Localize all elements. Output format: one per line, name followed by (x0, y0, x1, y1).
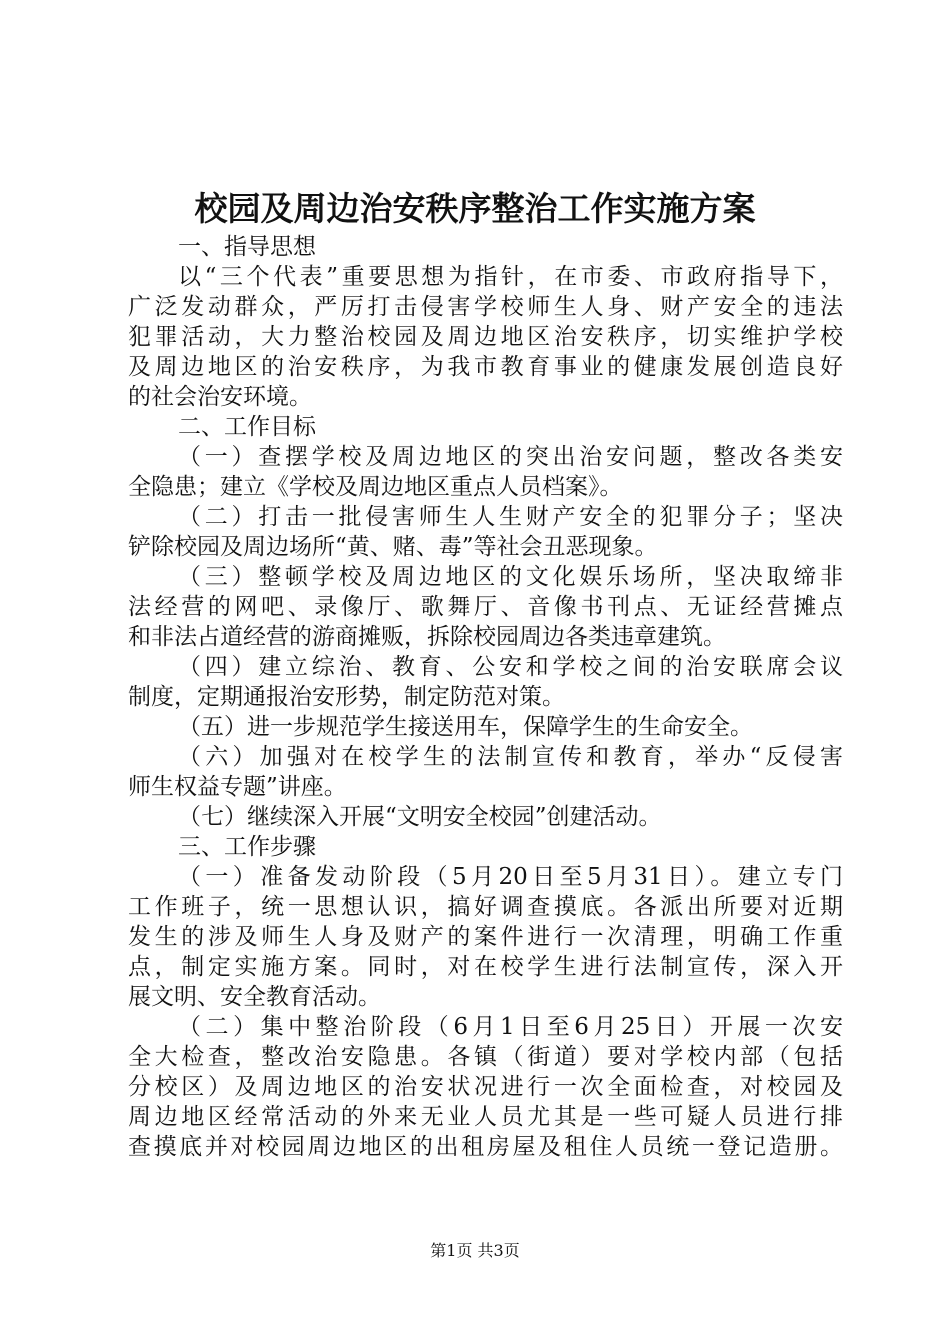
text-line: 铲除校园及周边场所“黄、赌、毒”等社会丑恶现象。 (128, 534, 658, 560)
text-line: 以“三个代表”重要思想为指针，在市委、市政府指导下， (178, 264, 843, 290)
text-line: （一）查摆学校及周边地区的突出治安问题，整改各类安 (178, 444, 843, 470)
text-line: 师生权益专题”讲座。 (128, 774, 347, 800)
text-line: 的社会治安环境。 (128, 384, 312, 410)
text-line: 全隐患；建立《学校及周边地区重点人员档案》。 (128, 474, 623, 500)
text-line: （五）进一步规范学生接送用车，保障学生的生命安全。 (178, 714, 753, 740)
text-line: 全大检查，整改治安隐患。各镇（街道）要对学校内部（包括 (128, 1044, 843, 1070)
text-line: 法经营的网吧、录像厅、歌舞厅、音像书刊点、无证经营摊点 (128, 594, 843, 620)
document-body (128, 232, 843, 1162)
text-line: 周边地区经常活动的外来无业人员尤其是一些可疑人员进行排 (128, 1104, 843, 1130)
text-line: （二）集中整治阶段（6月1日至6月25日）开展一次安 (178, 1014, 843, 1040)
section-heading: 一、指导思想 (178, 234, 316, 260)
text-line: 发生的涉及师生人身及财产的案件进行一次清理，明确工作重 (128, 924, 843, 950)
text-line: 广泛发动群众，严厉打击侵害学校师生人身、财产安全的违法 (128, 294, 843, 320)
text-line: （四）建立综治、教育、公安和学校之间的治安联席会议 (178, 654, 843, 680)
text-line: （六）加强对在校学生的法制宣传和教育，举办“反侵害 (178, 744, 843, 770)
text-line: （二）打击一批侵害师生人生财产安全的犯罪分子；坚决 (178, 504, 843, 530)
text-line: 展文明、安全教育活动。 (128, 984, 381, 1010)
text-line: 分校区）及周边地区的治安状况进行一次全面检查，对校园及 (128, 1074, 843, 1100)
page-footer: 第1页 共3页 (430, 1241, 520, 1260)
text-line: 及周边地区的治安秩序，为我市教育事业的健康发展创造良好 (128, 354, 843, 380)
text-line: 查摸底并对校园周边地区的出租房屋及租住人员统一登记造册。 (128, 1134, 843, 1160)
section-heading: 二、工作目标 (178, 414, 316, 440)
document-title: 校园及周边治安秩序整治工作实施方案 (194, 189, 756, 228)
section-heading: 三、工作步骤 (178, 834, 316, 860)
text-line: 和非法占道经营的游商摊贩，拆除校园周边各类违章建筑。 (128, 624, 726, 650)
text-line: （七）继续深入开展“文明安全校园”创建活动。 (178, 804, 662, 830)
text-line: 工作班子，统一思想认识，搞好调查摸底。各派出所要对近期 (128, 894, 843, 920)
text-line: 犯罪活动，大力整治校园及周边地区治安秩序，切实维护学校 (128, 324, 843, 350)
text-line: （一）准备发动阶段（5月20日至5月31日）。建立专门 (178, 864, 843, 890)
text-line: 制度，定期通报治安形势，制定防范对策。 (128, 684, 565, 710)
text-line: 点，制定实施方案。同时，对在校学生进行法制宣传，深入开 (128, 954, 843, 980)
text-line: （三）整顿学校及周边地区的文化娱乐场所，坚决取缔非 (178, 564, 843, 590)
